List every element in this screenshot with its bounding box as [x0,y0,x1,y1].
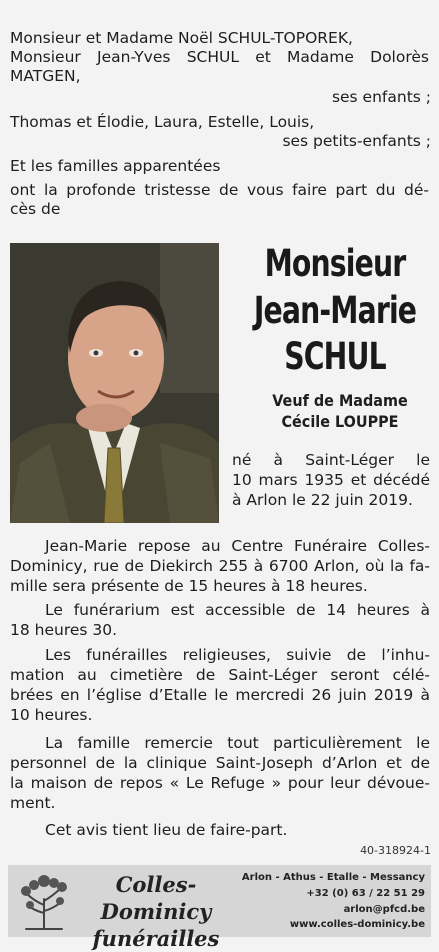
footer-locations: Arlon - Athus - Etalle - Messancy [241,872,425,883]
family-line-6: ses petits-enfants ; [282,132,431,150]
tree-logo-icon [16,871,72,931]
body-p1-line-3: mille sera présente de 15 heures à 18 heures. [10,577,368,595]
body-p5: Cet avis tient lieu de faire-part. [45,821,288,839]
brand-line-2: funérailles [92,926,220,951]
footer-website[interactable]: www.colles-dominicy.be [289,919,425,930]
birth-line-2: 10 mars 1935 et décédé [232,471,430,489]
body-p3-line-1: Les funérailles religieuses, suivie de l’inhu- [45,646,430,664]
deceased-title-2: Jean-Marie [253,289,417,332]
body-p4-line-2: personnel de la clinique Saint-Joseph d’Arlon et de [10,754,430,772]
family-line-3: MATGEN, [10,67,81,85]
footer-phone[interactable]: +32 (0) 63 / 22 51 29 [306,888,425,899]
body-p1-line-1: Jean-Marie repose au Centre Funéraire Colles- [45,537,430,555]
body-p3-line-2: mation au cimetière de Saint-Léger seront célé- [10,666,430,684]
portrait-photo [10,243,219,523]
family-line-8: ont la profonde tristesse de vous faire part du dé- [10,181,429,199]
family-line-7: Et les familles apparentées [10,157,221,175]
family-line-2: Monsieur Jean-Yves SCHUL et Madame Dolorès [10,48,429,66]
family-line-4: ses enfants ; [331,88,431,106]
body-p4-line-4: ment. [10,794,56,812]
funeral-home-footer [8,865,431,951]
body-p3-line-3: brées en l’église d’Etalle le mercredi 26 juin 2019 à [10,686,430,704]
family-line-9: cès de [10,200,61,218]
body-p4-line-1: La famille remercie tout particulièrement le [45,734,430,752]
brand-line-1: Colles-Dominicy [100,872,212,924]
family-line-5: Thomas et Élodie, Laura, Estelle, Louis, [10,113,315,131]
family-line-1: Monsieur et Madame Noël SCHUL-TOPOREK, [10,29,353,47]
portrait-illustration [10,243,219,523]
body-p1-line-2: Dominicy, rue de Diekirch 255 à 6700 Arlon, où la fa- [10,557,430,575]
deceased-title-1: Monsieur [264,242,406,285]
brand-name [76,871,236,952]
birth-line-1: né à Saint-Léger le [232,451,430,469]
widow-line-1: Veuf de Madame [272,391,408,410]
birth-line-3: à Arlon le 22 juin 2019. [232,491,413,509]
body-p3-line-4: 10 heures. [10,706,93,724]
widow-line-2: Cécile LOUPPE [281,412,399,431]
body-p2-line-2: 18 heures 30. [10,621,118,639]
footer-email[interactable]: arlon@pfcd.be [343,904,425,915]
body-p4-line-3: la maison de repos « Le Refuge » pour leur dévoue- [10,774,430,792]
deceased-title-3: SCHUL [284,335,386,378]
reference-number: 40-318924-1 [360,844,431,857]
body-p2-line-1: Le funérarium est accessible de 14 heures à [45,601,430,619]
